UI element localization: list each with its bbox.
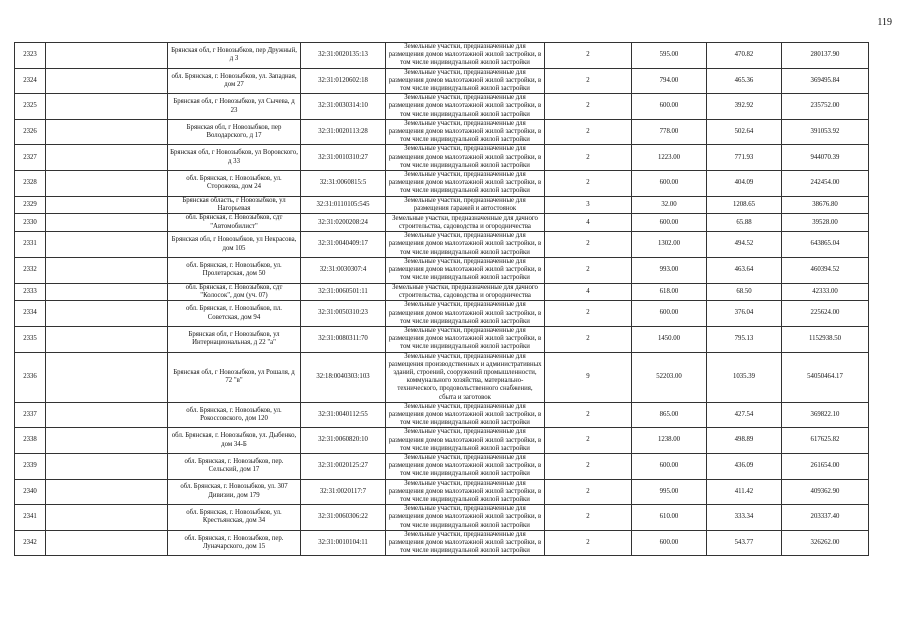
- cadastral-number-cell: 32:31:0020135:13: [301, 43, 386, 69]
- permitted-use-cell: Земельные участки, предназначенные для размещения домов малоэтажной жилой застройки, в том числе индивидуальной жилой застройки: [386, 301, 545, 327]
- cadastral-value-cell: 38676.80: [782, 196, 869, 214]
- area-cell: 52203.00: [632, 352, 707, 402]
- area-cell: 600.00: [632, 214, 707, 232]
- specific-value-cell: 333.34: [707, 505, 782, 531]
- specific-value-cell: 795.13: [707, 326, 782, 352]
- table-row: [15, 119, 869, 145]
- table-row: [15, 326, 869, 352]
- blank-column-cell: [46, 232, 168, 258]
- table-row: [15, 214, 869, 232]
- blank-column-cell: [46, 453, 168, 479]
- blank-column-cell: [46, 402, 168, 428]
- area-cell: 600.00: [632, 453, 707, 479]
- land-category-cell: 2: [545, 301, 632, 327]
- row-number-cell: 2332: [15, 257, 46, 283]
- area-cell: 618.00: [632, 283, 707, 301]
- permitted-use-cell: Земельные участки, предназначенные для размещения домов малоэтажной жилой застройки, в том числе индивидуальной жилой застройки: [386, 232, 545, 258]
- specific-value-cell: 68.50: [707, 283, 782, 301]
- specific-value-cell: 771.93: [707, 145, 782, 171]
- cadastral-number-cell: 32:31:0120602:18: [301, 68, 386, 94]
- row-number-cell: 2342: [15, 530, 46, 556]
- table-row: [15, 196, 869, 214]
- cadastral-number-cell: 32:31:0110105:545: [301, 196, 386, 214]
- area-cell: 600.00: [632, 530, 707, 556]
- address-cell: обл. Брянская, г. Новозыбков, ул. Рокоссовского, дом 120: [168, 402, 301, 428]
- row-number-cell: 2334: [15, 301, 46, 327]
- permitted-use-cell: Земельные участки, предназначенные для размещения домов малоэтажной жилой застройки, в том числе индивидуальной жилой застройки: [386, 119, 545, 145]
- specific-value-cell: 404.09: [707, 171, 782, 197]
- area-cell: 995.00: [632, 479, 707, 505]
- area-cell: 1223.00: [632, 145, 707, 171]
- specific-value-cell: 376.04: [707, 301, 782, 327]
- permitted-use-cell: Земельные участки, предназначенные для размещения домов малоэтажной жилой застройки, в том числе индивидуальной жилой застройки: [386, 453, 545, 479]
- cadastral-value-cell: 391053.92: [782, 119, 869, 145]
- permitted-use-cell: Земельные участки, предназначенные для размещения домов малоэтажной жилой застройки, в том числе индивидуальной жилой застройки: [386, 171, 545, 197]
- address-cell: Брянская область, г Новозыбков, ул Нагорьевая: [168, 196, 301, 214]
- row-number-cell: 2336: [15, 352, 46, 402]
- cadastral-value-cell: 39528.00: [782, 214, 869, 232]
- address-cell: обл. Брянская, г. Новозыбков, пер. Луначарского, дом 15: [168, 530, 301, 556]
- cadastral-number-cell: 32:31:0060501:11: [301, 283, 386, 301]
- table-row: [15, 171, 869, 197]
- land-category-cell: 9: [545, 352, 632, 402]
- blank-column-cell: [46, 145, 168, 171]
- row-number-cell: 2341: [15, 505, 46, 531]
- cadastral-number-cell: 32:31:0020125:27: [301, 453, 386, 479]
- address-cell: обл. Брянская, г. Новозыбков, ул. Крестьянская, дом 34: [168, 505, 301, 531]
- blank-column-cell: [46, 479, 168, 505]
- blank-column-cell: [46, 530, 168, 556]
- cadastral-number-cell: 32:31:0030307:4: [301, 257, 386, 283]
- table-row: [15, 453, 869, 479]
- land-category-cell: 2: [545, 43, 632, 69]
- row-number-cell: 2333: [15, 283, 46, 301]
- row-number-cell: 2335: [15, 326, 46, 352]
- specific-value-cell: 1035.39: [707, 352, 782, 402]
- cadastral-value-cell: 235752.00: [782, 94, 869, 120]
- cadastral-value-cell: 409362.90: [782, 479, 869, 505]
- row-number-cell: 2324: [15, 68, 46, 94]
- permitted-use-cell: Земельные участки, предназначенные для размещения гаражей и автостоянок: [386, 196, 545, 214]
- cadastral-number-cell: 32:31:0020117:7: [301, 479, 386, 505]
- table-row: [15, 94, 869, 120]
- address-cell: обл. Брянская, г. Новозыбков, сдт "Колосок", дом (уч. 07): [168, 283, 301, 301]
- permitted-use-cell: Земельные участки, предназначенные для размещения домов малоэтажной жилой застройки, в том числе индивидуальной жилой застройки: [386, 326, 545, 352]
- address-cell: обл. Брянская, г. Новозыбков, ул. Дыбенко, дом 34-Б: [168, 428, 301, 454]
- specific-value-cell: 463.64: [707, 257, 782, 283]
- cadastral-value-cell: 261654.00: [782, 453, 869, 479]
- table-row: [15, 43, 869, 69]
- row-number-cell: 2330: [15, 214, 46, 232]
- area-cell: 794.00: [632, 68, 707, 94]
- table-row: [15, 428, 869, 454]
- permitted-use-cell: Земельные участки, предназначенные для размещения домов малоэтажной жилой застройки, в том числе индивидуальной жилой застройки: [386, 479, 545, 505]
- land-category-cell: 2: [545, 232, 632, 258]
- cadastral-value-cell: 369822.10: [782, 402, 869, 428]
- cadastral-value-cell: 54050464.17: [782, 352, 869, 402]
- permitted-use-cell: Земельные участки, предназначенные для размещения домов малоэтажной жилой застройки, в том числе индивидуальной жилой застройки: [386, 145, 545, 171]
- land-category-cell: 4: [545, 214, 632, 232]
- table-row: [15, 257, 869, 283]
- address-cell: Брянская обл, г Новозыбков, ул Сычева, д 23: [168, 94, 301, 120]
- cadastral-number-cell: 32:31:0010310:27: [301, 145, 386, 171]
- blank-column-cell: [46, 214, 168, 232]
- row-number-cell: 2323: [15, 43, 46, 69]
- cadastral-value-cell: 617625.82: [782, 428, 869, 454]
- area-cell: 865.00: [632, 402, 707, 428]
- permitted-use-cell: Земельные участки, предназначенные для размещения домов малоэтажной жилой застройки, в том числе индивидуальной жилой застройки: [386, 94, 545, 120]
- specific-value-cell: 411.42: [707, 479, 782, 505]
- permitted-use-cell: Земельные участки, предназначенные для дачного строительства, садоводства и огородничества: [386, 283, 545, 301]
- land-category-cell: 2: [545, 428, 632, 454]
- cadastral-value-cell: 1152938.50: [782, 326, 869, 352]
- cadastral-number-cell: 32:31:0060820:10: [301, 428, 386, 454]
- row-number-cell: 2339: [15, 453, 46, 479]
- page-number: 119: [877, 17, 892, 28]
- address-cell: обл. Брянская, г. Новозыбков, сдт "Автомобилист": [168, 214, 301, 232]
- cadastral-value-cell: 42333.00: [782, 283, 869, 301]
- cadastral-value-cell: 369495.84: [782, 68, 869, 94]
- table-row: [15, 402, 869, 428]
- blank-column-cell: [46, 68, 168, 94]
- address-cell: Брянская обл, г Новозыбков, ул Воровского, д 33: [168, 145, 301, 171]
- table-row: [15, 352, 869, 402]
- cadastral-number-cell: 32:31:0040112:55: [301, 402, 386, 428]
- row-number-cell: 2327: [15, 145, 46, 171]
- address-cell: обл. Брянская, г. Новозыбков, ул. Западная, дом 27: [168, 68, 301, 94]
- row-number-cell: 2325: [15, 94, 46, 120]
- land-category-cell: 2: [545, 326, 632, 352]
- address-cell: обл. Брянская, г. Новозыбков, ул. Пролетарская, дом 50: [168, 257, 301, 283]
- area-cell: 610.00: [632, 505, 707, 531]
- area-cell: 1238.00: [632, 428, 707, 454]
- address-cell: Брянская обл, г Новозыбков, ул Некрасова, дом 105: [168, 232, 301, 258]
- blank-column-cell: [46, 94, 168, 120]
- permitted-use-cell: Земельные участки, предназначенные для дачного строительства, садоводства и огородничества: [386, 214, 545, 232]
- land-plot-registry-table: [14, 42, 869, 556]
- area-cell: 600.00: [632, 94, 707, 120]
- address-cell: Брянская обл, г Новозыбков, пер Дружный, д 3: [168, 43, 301, 69]
- land-category-cell: 2: [545, 68, 632, 94]
- blank-column-cell: [46, 428, 168, 454]
- cadastral-value-cell: 326262.00: [782, 530, 869, 556]
- land-category-cell: 2: [545, 453, 632, 479]
- specific-value-cell: 543.77: [707, 530, 782, 556]
- specific-value-cell: 470.82: [707, 43, 782, 69]
- land-category-cell: 2: [545, 505, 632, 531]
- address-cell: Брянская обл, г Новозыбков, ул Интернациональная, д 22 "а": [168, 326, 301, 352]
- cadastral-value-cell: 643865.04: [782, 232, 869, 258]
- permitted-use-cell: Земельные участки, предназначенные для размещения домов малоэтажной жилой застройки, в том числе индивидуальной жилой застройки: [386, 257, 545, 283]
- cadastral-value-cell: 242454.00: [782, 171, 869, 197]
- blank-column-cell: [46, 171, 168, 197]
- area-cell: 1450.00: [632, 326, 707, 352]
- cadastral-value-cell: 225624.00: [782, 301, 869, 327]
- row-number-cell: 2338: [15, 428, 46, 454]
- row-number-cell: 2340: [15, 479, 46, 505]
- cadastral-number-cell: 32:31:0060815:5: [301, 171, 386, 197]
- table-row: [15, 479, 869, 505]
- area-cell: 993.00: [632, 257, 707, 283]
- table-row: [15, 145, 869, 171]
- blank-column-cell: [46, 301, 168, 327]
- land-category-cell: 2: [545, 94, 632, 120]
- blank-column-cell: [46, 352, 168, 402]
- blank-column-cell: [46, 326, 168, 352]
- permitted-use-cell: Земельные участки, предназначенные для размещения домов малоэтажной жилой застройки, в том числе индивидуальной жилой застройки: [386, 402, 545, 428]
- specific-value-cell: 502.64: [707, 119, 782, 145]
- area-cell: 600.00: [632, 301, 707, 327]
- land-category-cell: 2: [545, 530, 632, 556]
- blank-column-cell: [46, 505, 168, 531]
- table-row: [15, 68, 869, 94]
- land-category-cell: 2: [545, 479, 632, 505]
- address-cell: Брянская обл, г Новозыбков, ул Рошаля, д 72 "в": [168, 352, 301, 402]
- land-category-cell: 2: [545, 145, 632, 171]
- specific-value-cell: 1208.65: [707, 196, 782, 214]
- specific-value-cell: 436.09: [707, 453, 782, 479]
- permitted-use-cell: Земельные участки, предназначенные для размещения домов малоэтажной жилой застройки, в том числе индивидуальной жилой застройки: [386, 530, 545, 556]
- cadastral-value-cell: 280137.90: [782, 43, 869, 69]
- area-cell: 1302.00: [632, 232, 707, 258]
- table-row: [15, 283, 869, 301]
- specific-value-cell: 465.36: [707, 68, 782, 94]
- area-cell: 778.00: [632, 119, 707, 145]
- blank-column-cell: [46, 257, 168, 283]
- land-category-cell: 2: [545, 402, 632, 428]
- cadastral-number-cell: 32:31:0010104:11: [301, 530, 386, 556]
- specific-value-cell: 427.54: [707, 402, 782, 428]
- cadastral-number-cell: 32:31:0020113:28: [301, 119, 386, 145]
- table-row: [15, 232, 869, 258]
- land-category-cell: 4: [545, 283, 632, 301]
- row-number-cell: 2328: [15, 171, 46, 197]
- permitted-use-cell: Земельные участки, предназначенные для размещения производственных и административных зданий, строений, сооружений промышленности, коммунального хозяйства, материально-технического, продовольственного снабжения, сбыта и заготовок: [386, 352, 545, 402]
- address-cell: Брянская обл, г Новозыбков, пер Володарского, д 17: [168, 119, 301, 145]
- cadastral-value-cell: 460394.52: [782, 257, 869, 283]
- land-category-cell: 2: [545, 171, 632, 197]
- cadastral-number-cell: 32:31:0060306:22: [301, 505, 386, 531]
- land-category-cell: 3: [545, 196, 632, 214]
- area-cell: 595.00: [632, 43, 707, 69]
- permitted-use-cell: Земельные участки, предназначенные для размещения домов малоэтажной жилой застройки, в том числе индивидуальной жилой застройки: [386, 43, 545, 69]
- cadastral-number-cell: 32:31:0080311:70: [301, 326, 386, 352]
- row-number-cell: 2329: [15, 196, 46, 214]
- row-number-cell: 2331: [15, 232, 46, 258]
- specific-value-cell: 494.52: [707, 232, 782, 258]
- table-row: [15, 530, 869, 556]
- address-cell: обл. Брянская, г. Новозыбков, ул. Сторожева, дом 24: [168, 171, 301, 197]
- address-cell: обл. Брянская, г. Новозыбков, ул. 307 Дивизии, дом 179: [168, 479, 301, 505]
- specific-value-cell: 392.92: [707, 94, 782, 120]
- land-category-cell: 2: [545, 257, 632, 283]
- specific-value-cell: 498.89: [707, 428, 782, 454]
- blank-column-cell: [46, 196, 168, 214]
- blank-column-cell: [46, 119, 168, 145]
- row-number-cell: 2337: [15, 402, 46, 428]
- blank-column-cell: [46, 43, 168, 69]
- land-category-cell: 2: [545, 119, 632, 145]
- cadastral-value-cell: 944070.39: [782, 145, 869, 171]
- cadastral-number-cell: 32:31:0040409:17: [301, 232, 386, 258]
- cadastral-value-cell: 203337.40: [782, 505, 869, 531]
- row-number-cell: 2326: [15, 119, 46, 145]
- area-cell: 32.00: [632, 196, 707, 214]
- address-cell: обл. Брянская, г. Новозыбков, пл. Советская, дом 94: [168, 301, 301, 327]
- address-cell: обл. Брянская, г. Новозыбков, пер. Сельский, дом 17: [168, 453, 301, 479]
- permitted-use-cell: Земельные участки, предназначенные для размещения домов малоэтажной жилой застройки, в том числе индивидуальной жилой застройки: [386, 68, 545, 94]
- permitted-use-cell: Земельные участки, предназначенные для размещения домов малоэтажной жилой застройки, в том числе индивидуальной жилой застройки: [386, 505, 545, 531]
- permitted-use-cell: Земельные участки, предназначенные для размещения домов малоэтажной жилой застройки, в том числе индивидуальной жилой застройки: [386, 428, 545, 454]
- cadastral-number-cell: 32:31:0200208:24: [301, 214, 386, 232]
- table-row: [15, 301, 869, 327]
- blank-column-cell: [46, 283, 168, 301]
- cadastral-number-cell: 32:31:0030314:10: [301, 94, 386, 120]
- table-row: [15, 505, 869, 531]
- specific-value-cell: 65.88: [707, 214, 782, 232]
- registry-table-body: [15, 43, 869, 556]
- area-cell: 600.00: [632, 171, 707, 197]
- cadastral-number-cell: 32:18:0040303:103: [301, 352, 386, 402]
- cadastral-number-cell: 32:31:0050310:23: [301, 301, 386, 327]
